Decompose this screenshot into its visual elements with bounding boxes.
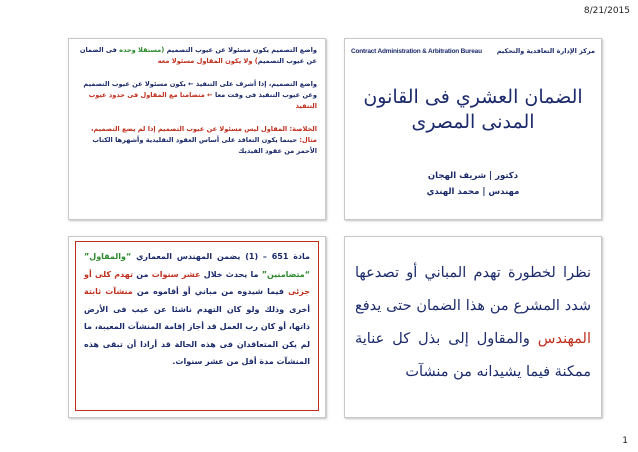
paragraph-summary [77, 124, 317, 157]
text-segment: حينما يكون التعاقد على أساس العقود التقليدية وأشهرها الكتاب الأحمر من عقود الفيديك [92, 136, 317, 155]
text-highlight: (مستقلا وحده [119, 46, 165, 54]
article-text [84, 248, 310, 371]
center-name-arabic: مركز الإدارة التعاقدية والتحكيم [496, 47, 595, 55]
author-doctor: دكتور | شريف الهجان [427, 171, 519, 181]
text-segment: من [136, 269, 149, 279]
text-highlight: ثابتة [84, 287, 102, 296]
text-segment: ما يحدث خلال [203, 269, 259, 279]
author-engineer: مهندس | محمد الهندي [426, 187, 520, 197]
article-651-box [75, 241, 319, 411]
text-segment: واضع التصميم يكون مسئولا عن عيوب التصميم [166, 46, 317, 54]
text-highlight: منشآت [105, 287, 133, 296]
slide-2-paragraph [355, 257, 591, 389]
slide-header-bar [351, 45, 595, 57]
paragraph-designer-supervision [77, 79, 317, 112]
text-highlight: “والمقاول” [84, 252, 132, 261]
text-highlight: تهدم كلى [94, 269, 134, 279]
slide-2 [344, 236, 602, 418]
text-segment: مادة 651 – (1) يضمن المهندس المعماري [136, 252, 310, 261]
slide-3-body [69, 39, 325, 157]
text-segment: واضع التصميم، إذا أشرف على التنفيذ [195, 80, 317, 88]
slide-3 [68, 38, 326, 220]
slide-4-article [68, 236, 326, 418]
text-highlight: المهندس [537, 331, 591, 347]
text-segment: نظرا لخطورة تهدم المباني أو تصدعها شدد المشرع من هذا الضمان حتى يدفع [355, 265, 591, 314]
text-highlight: عشر سنوات [151, 269, 201, 279]
text-segment: أخرى وذلك ولو كان التهدم ناشئا عن عيب فى الأرض ذاتها، أو كان رب العمل قد أجاز إقامة المنشآت المعيبة، ما لم يكن المتعاقدان فى هذه الحالة قد أرادا أن تبقى هذه المنشآت مدة أقل من عشر سنوات. [84, 304, 310, 366]
text-segment: فيما شيدوه من مباني أو أقاموه من [136, 287, 284, 296]
text-segment: ← يكون مسئولا عن عيوب التصميم وعن عيوب التنفيذ فى وقت معا [83, 80, 317, 99]
text-highlight: ) ولا يكون المقاول مسئولا معه [157, 57, 258, 65]
slide-1-title [344, 38, 602, 220]
text-highlight: “متضامنين” [261, 269, 311, 279]
paragraph-designer-liability [77, 45, 317, 67]
text-segment: والمقاول إلى بذل كل عناية ممكنة فيما يشيدانه من منشآت [355, 331, 591, 380]
text-segment: فى الضمان عن عيوب التصميم [79, 46, 317, 65]
text-segment: المقاول ليس مسئولا عن عيوب التصميم إذا لم يضع التصميم، مثال: [90, 125, 317, 144]
text-highlight: ← متضامنا مع المقاول فى حدود عيوب التنفيذ [88, 91, 317, 110]
page-number: 1 [622, 436, 628, 446]
print-date: 8/21/2015 [583, 6, 630, 16]
center-name-english: Contract Administration & Arbitration Bureau [351, 47, 482, 55]
slide-title: الضمان العشري فى القانون المدنى المصرى [363, 86, 583, 133]
summary-label: الخلاصة: [289, 125, 317, 133]
slide-2-body [355, 257, 591, 389]
text-highlight: أو جزئى [84, 269, 310, 296]
